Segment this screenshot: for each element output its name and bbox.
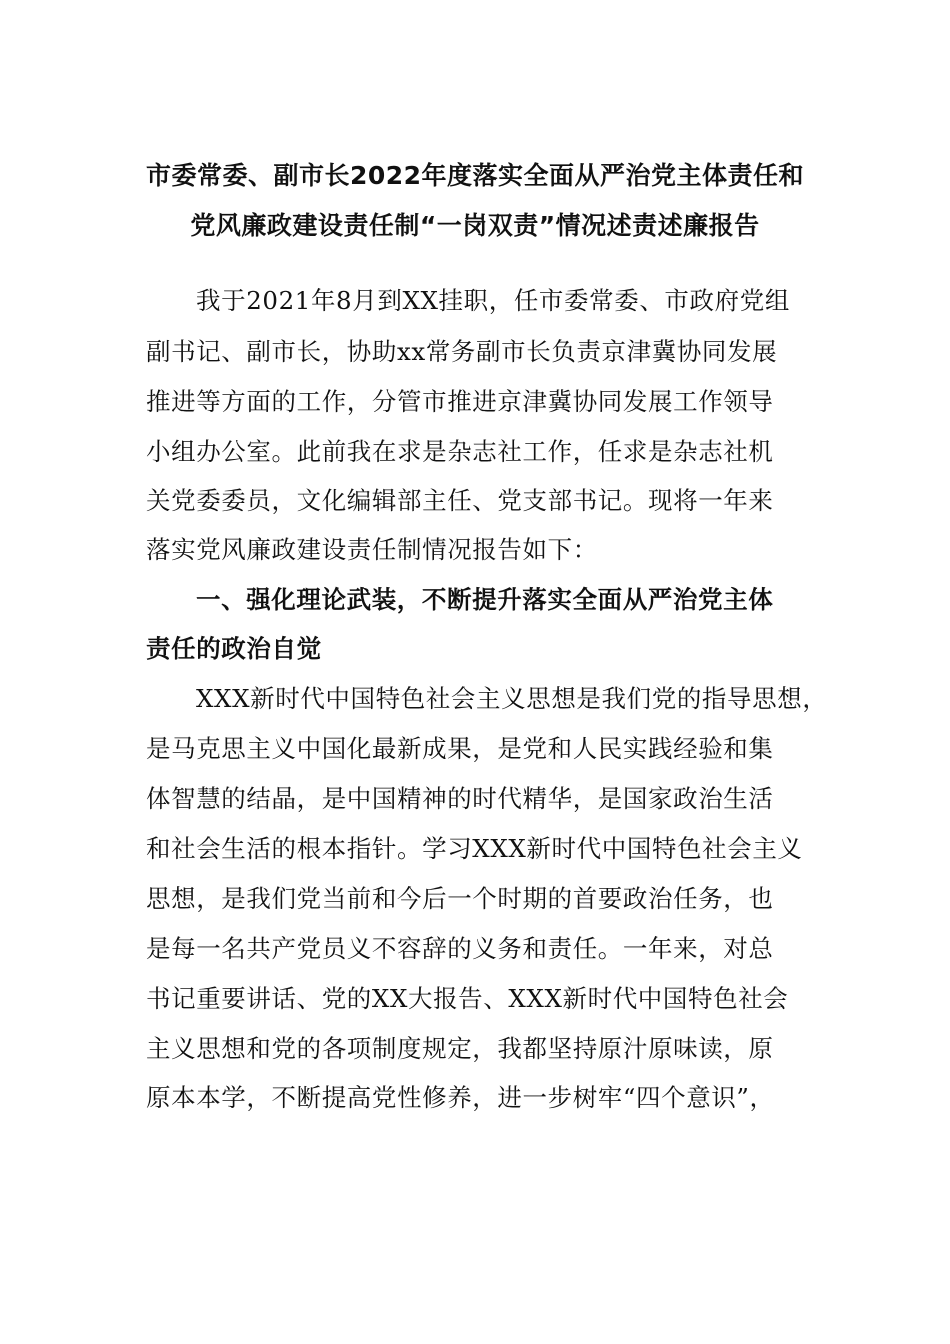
body-text-line: 主义思想和党的各项制度规定，我都坚持原汁原味读，原	[146, 1034, 774, 1063]
body-text-line: 关党委委员，文化编辑部主任、党支部书记。现将一年来	[146, 486, 774, 515]
body-text-line: 原本本学，不断提高党性修养，进一步树牢“四个意识”，	[146, 1083, 775, 1112]
document-title-line-2: 党风廉政建设责任制“一岗双责”情况述责述廉报告	[190, 211, 760, 240]
body-text-line: 书记重要讲话、党的XX大报告、XXX新时代中国特色社会	[146, 984, 789, 1013]
document-title-line-1: 市委常委、副市长2022年度落实全面从严治党主体责任和	[145, 161, 805, 190]
body-text-line: 是马克思主义中国化最新成果，是党和人民实践经验和集	[146, 734, 774, 763]
body-text-line: 小组办公室。此前我在求是杂志社工作，任求是杂志社机	[146, 437, 774, 466]
body-text-line: 思想，是我们党当前和今后一个时期的首要政治任务，也	[146, 884, 774, 913]
section-heading-line-1: 一、强化理论武装，不断提升落实全面从严治党主体	[196, 585, 774, 614]
body-text-line: 副书记、副市长，协助xx常务副市长负责京津冀协同发展	[146, 337, 778, 366]
body-text-line: 推进等方面的工作，分管市推进京津冀协同发展工作领导	[146, 387, 774, 416]
body-text-line: 是每一名共产党员义不容辞的义务和责任。一年来，对总	[146, 934, 774, 963]
body-text-line: XXX新时代中国特色社会主义思想是我们党的指导思想，	[196, 684, 828, 713]
section-heading-line-2: 责任的政治自觉	[146, 634, 322, 663]
body-text-line: 我于2021年8月到XX挂职，任市委常委、市政府党组	[196, 286, 790, 315]
body-text-line: 和社会生活的根本指针。学习XXX新时代中国特色社会主义	[146, 834, 803, 863]
body-text-line: 体智慧的结晶，是中国精神的时代精华，是国家政治生活	[146, 784, 774, 813]
body-text-line: 落实党风廉政建设责任制情况报告如下：	[146, 535, 598, 564]
